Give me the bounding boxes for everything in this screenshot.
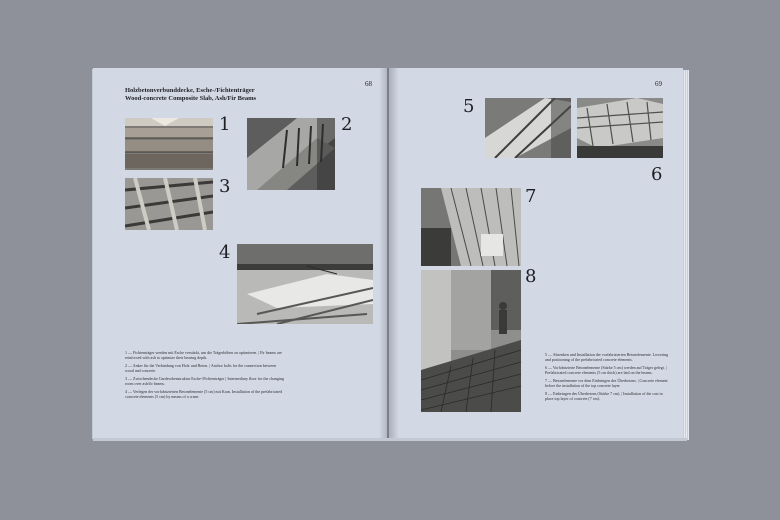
caption: 7 — Betonelemente vor dem Einbringen des Überbetons. | Concrete element before the installation of the top concrete layer. xyxy=(545,378,668,388)
photo-6 xyxy=(577,98,663,158)
figure-number: 3 xyxy=(219,176,231,197)
photo-2 xyxy=(247,118,335,190)
page-number: 68 xyxy=(365,80,372,88)
figure-number: 7 xyxy=(525,186,537,207)
photo-7 xyxy=(421,188,521,266)
book-gutter xyxy=(379,68,399,438)
title-german: Holzbetonverbunddecke, Esche-/Fichtenträger xyxy=(125,87,255,94)
page-number: 69 xyxy=(655,80,662,88)
caption: 1 — Fichtenträger werden mit Esche verstärkt, um die Trägerhöhen zu optimieren. | Fir beams are reinforced with ash to optimize their bearing depth. xyxy=(125,350,282,360)
photo-4 xyxy=(237,244,373,324)
caption: 2 — Anker für die Verbindung von Holz und Beton. | Anchor bolts for the connection between wood and concrete. xyxy=(125,363,277,373)
caption: 8 — Einbringen des Überbetons (Stärke 7 cm). | Installation of the cast in place top layer of concrete (7 cm). xyxy=(545,391,663,401)
caption: 4 — Verlegen der vorfabrizierten Betonelemente (5 cm) mit Kran. Installation of the prefabricated concrete elements (5 cm) by means of a crane. xyxy=(125,389,283,399)
open-book xyxy=(93,68,689,442)
right-page xyxy=(389,68,683,438)
photo-3 xyxy=(125,178,213,230)
figure-number: 6 xyxy=(651,164,663,185)
photo-5 xyxy=(485,98,571,158)
page-title xyxy=(125,87,325,103)
caption: 3 — Zwischendecke Garderobenstruktur Esche-/Fichtenträger | Intermediary floor for the changing room over ash/fir beams. xyxy=(125,376,284,386)
figure-number: 1 xyxy=(219,114,231,135)
captions xyxy=(545,352,671,404)
caption: 6 — Vorfabrizierte Betonelemente (Stärke 5 cm) werden auf Träger gelegt. | Prefabricated concrete elements (5 cm thick) are laid on the beams. xyxy=(545,365,667,375)
figure-number: 8 xyxy=(525,266,537,287)
caption: 5 — Absenken und Installation der vorfabrizierten Betonelemente. Lowering and positioning of the prefabricated concrete elements. xyxy=(545,352,669,362)
captions xyxy=(125,350,285,402)
left-page xyxy=(93,68,387,438)
page-bottom-edge xyxy=(93,438,687,441)
photo-1 xyxy=(125,118,213,170)
figure-number: 4 xyxy=(219,242,231,263)
title-english: Wood-concrete Composite Slab, Ash/Fir Beams xyxy=(125,95,257,102)
figure-number: 5 xyxy=(463,96,475,117)
figure-number: 2 xyxy=(341,114,353,135)
page-edges xyxy=(683,70,689,440)
photo-8 xyxy=(421,270,521,412)
